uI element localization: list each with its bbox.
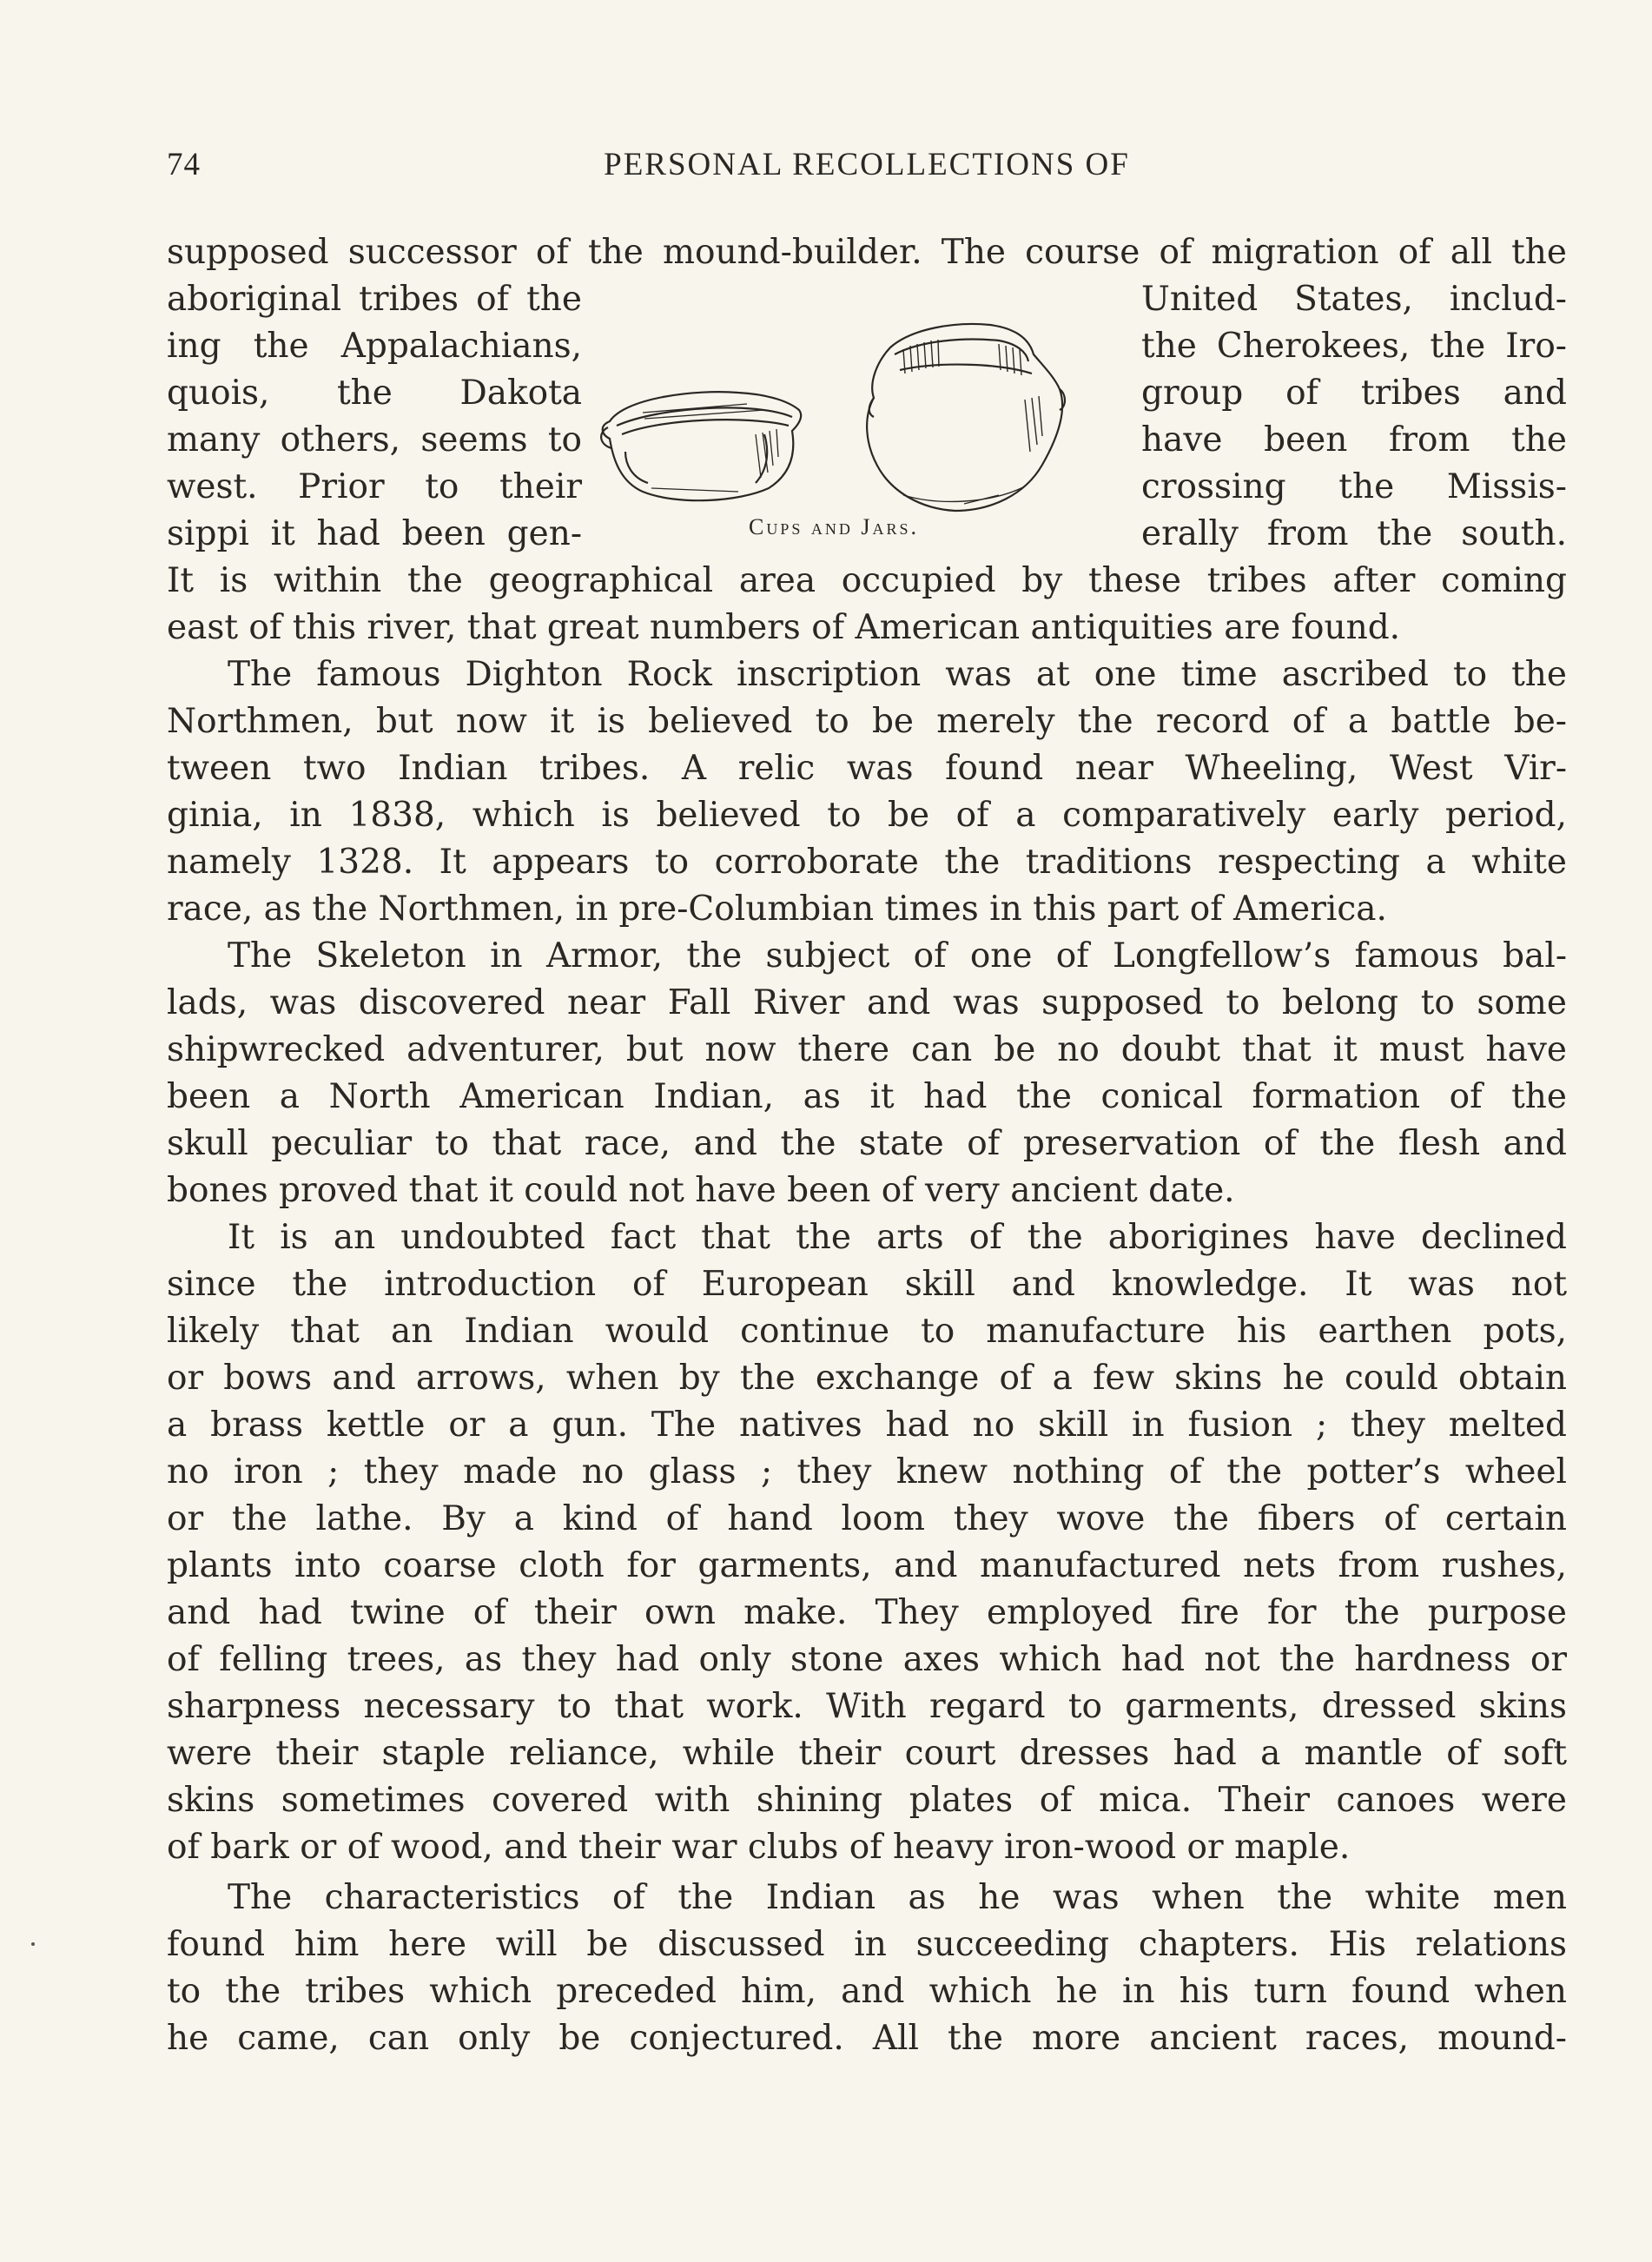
text-line-left: many others, seems to: [167, 420, 582, 460]
text-line: no iron ; they made no glass ; they knew nothing of the potter’s wheel: [167, 1452, 1567, 1491]
text-line: a brass kettle or a gun. The natives had no skill in fusion ; they melted: [167, 1405, 1567, 1445]
text-line: supposed successor of the mound-builder. The course of migration of all the: [167, 233, 1567, 272]
text-line: been a North American Indian, as it had the conical formation of the: [167, 1077, 1567, 1116]
text-line-right: United States, includ-: [1141, 280, 1567, 319]
text-line-left: ing the Appalachians,: [167, 327, 582, 366]
text-line: skins sometimes covered with shining plates of mica. Their canoes were: [167, 1781, 1567, 1820]
text-line: he came, can only be conjectured. All the more ancient races, mound-: [167, 2019, 1567, 2058]
text-line-right: the Cherokees, the Iro-: [1141, 327, 1567, 366]
text-line: namely 1328. It appears to corroborate the traditions respecting a white: [167, 843, 1567, 882]
jar-drawing: [867, 324, 1062, 511]
text-line: since the introduction of European skill and knowledge. It was not: [167, 1265, 1567, 1304]
text-line: It is an undoubted fact that the arts of the aborigines have declined: [228, 1218, 1567, 1257]
text-line: of felling trees, as they had only stone axes which had not the hardness or: [167, 1640, 1567, 1679]
cups-and-jars-illustration: [591, 287, 1129, 573]
text-line: of bark or of wood, and their war clubs of heavy iron-wood or maple.: [167, 1828, 1351, 1867]
page-number: 74: [167, 147, 201, 182]
text-line-left: west. Prior to their: [167, 467, 582, 506]
paragraph-arts-of-aborigines: [167, 1214, 1567, 1871]
text-line: skull peculiar to that race, and the state of preservation of the flesh and: [167, 1124, 1567, 1163]
text-line: to the tribes which preceded him, and which he in his turn found when: [167, 1972, 1567, 2011]
text-line: were their staple reliance, while their court dresses had a mantle of soft: [167, 1734, 1567, 1773]
text-line: lads, was discovered near Fall River and was supposed to belong to some: [167, 983, 1567, 1022]
figure-caption: Cups and Jars.: [749, 514, 919, 539]
text-line: shipwrecked adventurer, but now there can be no doubt that it must have: [167, 1030, 1567, 1069]
text-line: east of this river, that great numbers of American antiquities are found.: [167, 608, 1401, 647]
text-line: race, as the Northmen, in pre-Columbian times in this part of America.: [167, 890, 1387, 929]
text-line: found him here will be discussed in succeeding chapters. His relations: [167, 1925, 1567, 1964]
text-line: or the lathe. By a kind of hand loom they wove the fibers of certain: [167, 1499, 1567, 1538]
ink-speck: [31, 1942, 35, 1946]
text-line: likely that an Indian would continue to manufacture his earthen pots,: [167, 1312, 1567, 1351]
text-line: and had twine of their own make. They employed fire for the purpose: [167, 1593, 1567, 1632]
paragraph-characteristics: [167, 1875, 1567, 2062]
text-line: tween two Indian tribes. A relic was found near Wheeling, West Vir-: [167, 749, 1567, 788]
text-line: The Skeleton in Armor, the subject of one of Longfellow’s famous bal-: [228, 936, 1567, 976]
paragraph-dighton-rock: [167, 651, 1567, 933]
text-line: It is within the geographical area occupied by these tribes after coming: [167, 561, 1567, 600]
text-line-right: erally from the south.: [1141, 514, 1567, 553]
text-line: The famous Dighton Rock inscription was at one time ascribed to the: [228, 655, 1567, 694]
text-line-left: aboriginal tribes of the: [167, 280, 582, 319]
text-line: plants into coarse cloth for garments, and manufactured nets from rushes,: [167, 1546, 1567, 1585]
text-line-left: sippi it had been gen-: [167, 514, 582, 553]
text-line: ginia, in 1838, which is believed to be of a comparatively early period,: [167, 796, 1567, 835]
running-head: [167, 146, 1567, 189]
text-line-right: crossing the Missis-: [1141, 467, 1567, 506]
text-line-left: quois, the Dakota: [167, 374, 582, 413]
text-line: Northmen, but now it is believed to be merely the record of a battle be-: [167, 702, 1567, 741]
paragraph-skeleton-in-armor: [167, 933, 1567, 1214]
text-line: sharpness necessary to that work. With regard to garments, dressed skins: [167, 1687, 1567, 1726]
text-line: or bows and arrows, when by the exchange of a few skins he could obtain: [167, 1359, 1567, 1398]
running-title: PERSONAL RECOLLECTIONS OF: [604, 147, 1130, 182]
text-line: The characteristics of the Indian as he was when the white men: [228, 1878, 1567, 1917]
text-line-right: have been from the: [1141, 420, 1567, 460]
text-line: bones proved that it could not have been of very ancient date.: [167, 1171, 1235, 1210]
text-line-right: group of tribes and: [1141, 374, 1567, 413]
